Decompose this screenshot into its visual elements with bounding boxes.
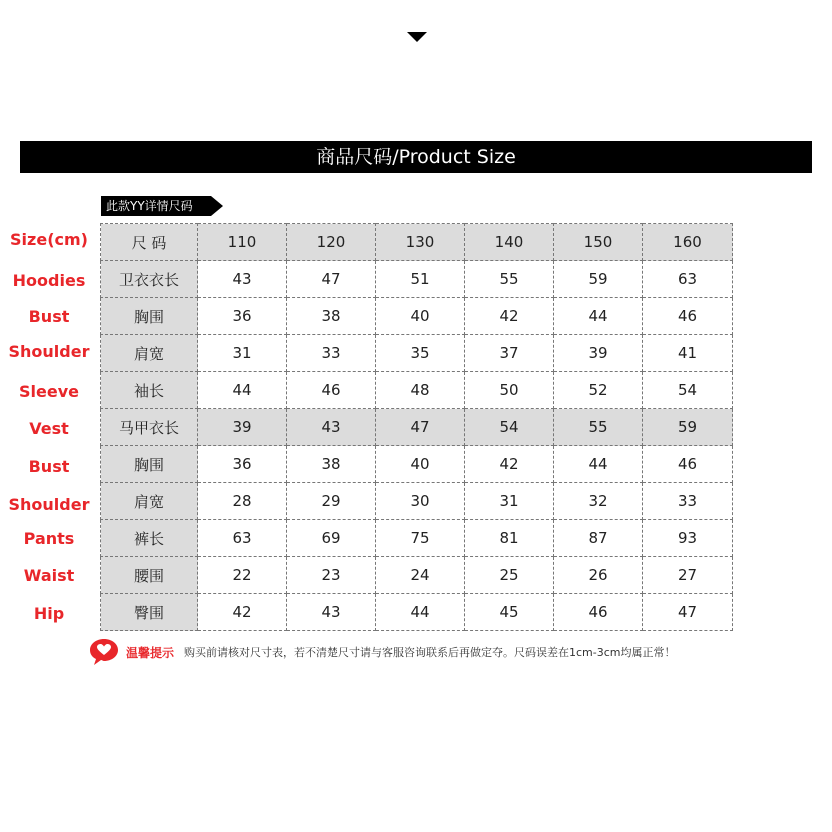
title-banner [20,141,812,173]
table-cell: 47 [376,409,465,446]
row-label-shoulder-vest: Shoulder [8,495,90,514]
table-cell: 33 [643,483,733,520]
table-cell: 36 [198,298,287,335]
row-label-waist: Waist [23,566,75,585]
table-cell: 42 [465,298,554,335]
heart-speech-icon [89,638,119,666]
measure-name-cell: 袖长 [101,372,198,409]
header-cell: 130 [376,224,465,261]
table-cell: 28 [198,483,287,520]
table-cell: 22 [198,557,287,594]
table-cell: 54 [465,409,554,446]
note-label: 温馨提示 [126,646,175,660]
header-cell: 120 [287,224,376,261]
row-label-bust: Bust [28,307,70,326]
table-cell: 32 [554,483,643,520]
size-table [100,223,733,631]
table-cell: 47 [643,594,733,631]
table-cell: 23 [287,557,376,594]
table-row [101,372,733,409]
table-cell: 24 [376,557,465,594]
table-cell: 45 [465,594,554,631]
table-cell: 27 [643,557,733,594]
table-cell: 26 [554,557,643,594]
note-text: 购买前请核对尺寸表，若不清楚尺寸请与客服咨询联系后再做定夺。尺码误差在1cm-3cm均属正常！ [184,646,676,659]
table-cell: 25 [465,557,554,594]
table-cell: 51 [376,261,465,298]
table-cell: 55 [465,261,554,298]
measure-name-cell: 胸围 [101,298,198,335]
subtitle-tag-arrow [211,196,223,216]
table-cell: 52 [554,372,643,409]
measure-name-cell: 腰围 [101,557,198,594]
header-cell: 尺 码 [101,224,198,261]
table-cell: 54 [643,372,733,409]
table-row [101,261,733,298]
header-cell: 150 [554,224,643,261]
table-cell: 44 [554,298,643,335]
table-header-row [101,224,733,261]
table-cell: 40 [376,298,465,335]
table-cell: 31 [198,335,287,372]
table-cell: 43 [287,409,376,446]
table-cell: 59 [643,409,733,446]
table-cell: 46 [643,298,733,335]
table-cell: 38 [287,298,376,335]
measure-name-cell: 卫衣衣长 [101,261,198,298]
table-row [101,335,733,372]
table-cell: 55 [554,409,643,446]
table-row [101,594,733,631]
table-cell: 31 [465,483,554,520]
table-cell: 44 [376,594,465,631]
table-row [101,483,733,520]
table-cell: 33 [287,335,376,372]
table-cell: 48 [376,372,465,409]
table-cell: 35 [376,335,465,372]
banner-pointer [407,32,427,42]
table-cell: 39 [198,409,287,446]
table-cell: 63 [643,261,733,298]
table-cell: 44 [198,372,287,409]
header-cell: 140 [465,224,554,261]
table-cell: 43 [198,261,287,298]
row-label-hoodies: Hoodies [12,271,86,290]
measure-name-cell: 裤长 [101,520,198,557]
table-cell: 43 [287,594,376,631]
measure-name-cell: 肩宽 [101,335,198,372]
table-cell: 30 [376,483,465,520]
row-label-bust-vest: Bust [28,457,70,476]
table-cell: 50 [465,372,554,409]
table-cell: 87 [554,520,643,557]
table-cell: 46 [643,446,733,483]
table-row [101,520,733,557]
table-cell: 38 [287,446,376,483]
row-label-hip: Hip [33,604,65,623]
measure-name-cell: 臀围 [101,594,198,631]
table-row [101,557,733,594]
row-label-vest: Vest [29,419,69,438]
table-row-vest [101,409,733,446]
table-cell: 59 [554,261,643,298]
measure-name-cell: 马甲衣长 [101,409,198,446]
row-label-size: Size(cm) [10,230,88,249]
table-cell: 75 [376,520,465,557]
table-row [101,446,733,483]
table-cell: 37 [465,335,554,372]
table-cell: 42 [198,594,287,631]
header-cell: 110 [198,224,287,261]
table-cell: 36 [198,446,287,483]
table-cell: 69 [287,520,376,557]
table-cell: 41 [643,335,733,372]
row-label-shoulder: Shoulder [8,342,90,361]
size-subtitle-tag: 此款YY详情尺码 [101,196,211,216]
row-label-pants: Pants [23,529,75,548]
table-cell: 46 [554,594,643,631]
measure-name-cell: 肩宽 [101,483,198,520]
table-cell: 44 [554,446,643,483]
table-cell: 46 [287,372,376,409]
table-row [101,298,733,335]
row-label-sleeve: Sleeve [19,382,79,401]
size-note [89,638,789,668]
table-cell: 47 [287,261,376,298]
table-cell: 42 [465,446,554,483]
page-title: 商品尺码/Product Size [316,146,516,168]
table-cell: 29 [287,483,376,520]
table-cell: 40 [376,446,465,483]
table-cell: 39 [554,335,643,372]
header-cell: 160 [643,224,733,261]
table-cell: 93 [643,520,733,557]
table-cell: 81 [465,520,554,557]
measure-name-cell: 胸围 [101,446,198,483]
table-cell: 63 [198,520,287,557]
